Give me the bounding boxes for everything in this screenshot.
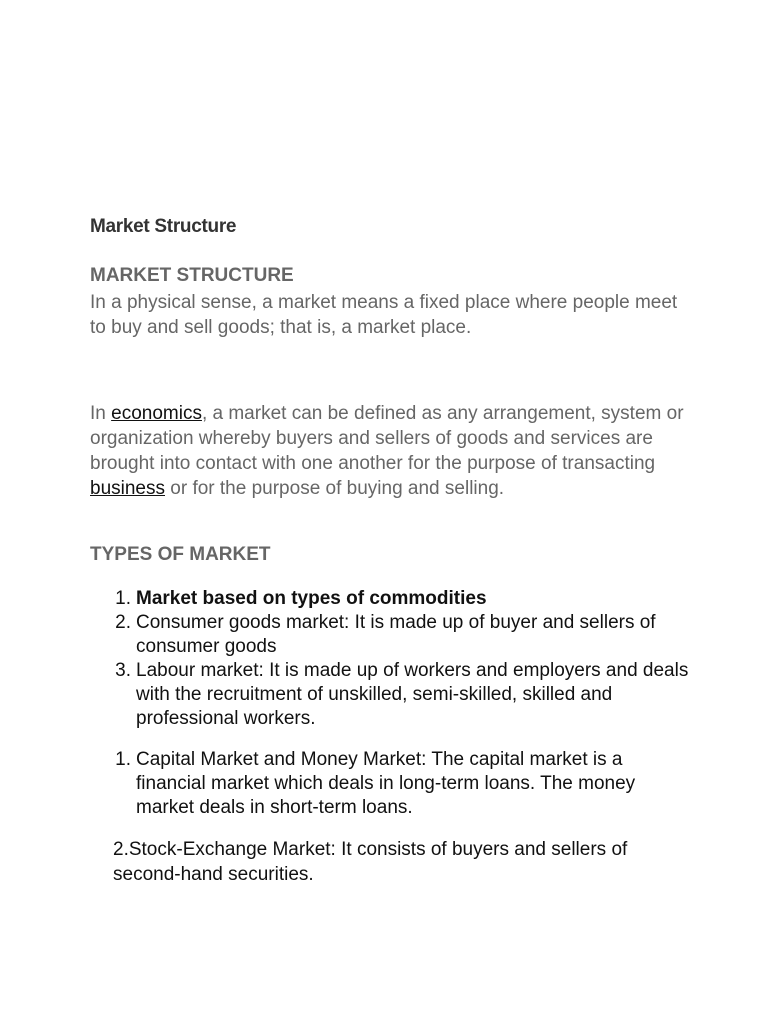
list-item-text: Capital Market and Money Market: The capital market is a financial market which deals in long-term loans. The money market deals in short-term loans. xyxy=(136,749,636,818)
para-middle: , a market can be defined as any arrangement, system or organization whereby buyers and sellers of goods and services are brought into contact with one another for the purpose of transacting xyxy=(90,403,684,474)
list-item xyxy=(90,587,690,611)
list-item-text: Consumer goods market: It is made up of buyer and sellers of consumer goods xyxy=(136,612,656,657)
list-item-text: Labour market: It is made up of workers and employers and deals with the recruitment of unskilled, semi-skilled, skilled and professional workers. xyxy=(136,660,689,729)
list-number: 3. xyxy=(115,660,131,681)
paragraph-stock-exchange: 2.Stock-Exchange Market: It consists of buyers and sellers of second-hand securities. xyxy=(113,839,628,885)
paragraph-economics-definition xyxy=(90,401,690,501)
list-item-text: Market based on types of commodities xyxy=(136,588,487,609)
list-number: 1. xyxy=(115,749,131,770)
section-heading-types-of-market: TYPES OF MARKET xyxy=(90,544,271,565)
list-item xyxy=(90,611,690,659)
market-types-list xyxy=(90,587,690,731)
list-number: 2. xyxy=(115,612,131,633)
paragraph-physical-sense: In a physical sense, a market means a fixed place where people meet to buy and sell goods; that is, a market place. xyxy=(90,292,678,338)
document-title: Market Structure xyxy=(90,216,237,237)
business-link[interactable]: business xyxy=(90,478,165,499)
list-item xyxy=(90,659,690,731)
para-suffix: or for the purpose of buying and selling. xyxy=(165,478,505,499)
para-prefix: In xyxy=(90,403,112,424)
economics-link[interactable]: economics xyxy=(111,403,202,424)
section-heading-market-structure: MARKET STRUCTURE xyxy=(90,265,294,286)
list-item xyxy=(90,748,690,820)
capital-market-list xyxy=(90,748,690,820)
list-number: 1. xyxy=(115,588,131,609)
